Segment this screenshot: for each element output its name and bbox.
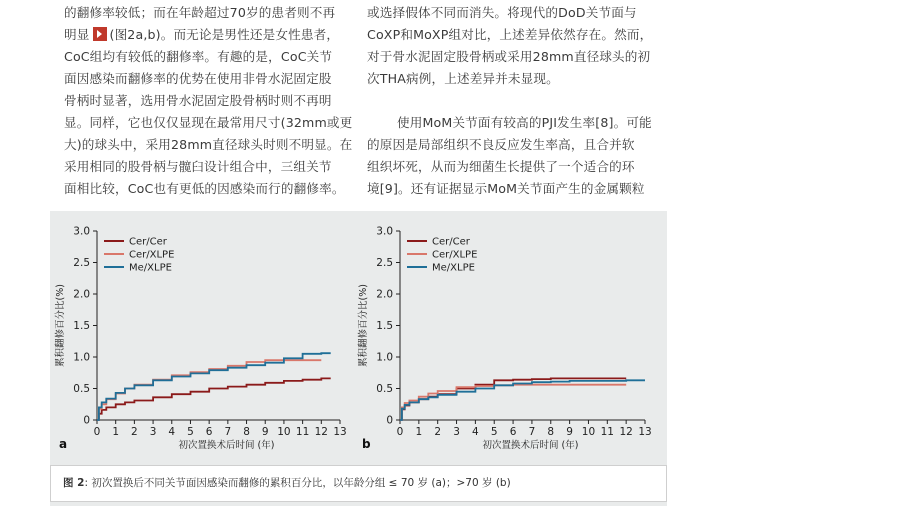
x-tick-label: 3 bbox=[149, 426, 157, 438]
x-tick-label: 12 bbox=[314, 426, 328, 438]
y-tick-label: 2.5 bbox=[73, 257, 90, 269]
text-line: 面相比较，CoC也有更低的因感染而行的翻修率。 bbox=[64, 181, 345, 196]
x-tick-label: 13 bbox=[638, 426, 652, 438]
x-tick-label: 0 bbox=[93, 426, 101, 438]
y-tick-label: 2.0 bbox=[376, 288, 393, 301]
legend-label: Cer/Cer bbox=[129, 236, 167, 248]
y-tick-label: 2.5 bbox=[376, 257, 393, 269]
series-line-cer-xlpe bbox=[400, 385, 626, 420]
x-tick-label: 11 bbox=[600, 426, 614, 438]
text-line: 使用MoM关节面有较高的PJI发生率[8]。可能 bbox=[397, 115, 652, 130]
y-tick-label: 1.5 bbox=[376, 320, 393, 332]
figure-caption-box bbox=[50, 465, 667, 502]
x-axis-label: 初次置换术后时间 (年) bbox=[482, 440, 579, 451]
x-tick-label: 9 bbox=[566, 426, 573, 438]
y-tick-label: 0 bbox=[83, 414, 90, 427]
x-tick-label: 6 bbox=[205, 426, 213, 438]
x-tick-label: 2 bbox=[434, 426, 442, 438]
x-tick-label: 4 bbox=[168, 426, 176, 438]
text-fragment: 明显 bbox=[64, 27, 90, 42]
y-tick-label: 1.0 bbox=[73, 351, 90, 364]
x-tick-label: 1 bbox=[415, 426, 423, 438]
x-tick-label: 5 bbox=[187, 426, 194, 438]
legend-label: Me/XLPE bbox=[432, 262, 475, 274]
caption-text: : 初次置换后不同关节面因感染而翻修的累积百分比，以年龄分组 ≤ 70 岁 (a)；>70 岁 (b) bbox=[84, 477, 511, 489]
y-axis-label: 累积翻修百分比(%) bbox=[55, 284, 66, 367]
text-line: 的翻修率较低；而在年龄超过70岁的患者则不再 bbox=[64, 5, 336, 20]
x-tick-label: 10 bbox=[581, 426, 596, 438]
y-tick-label: 2.0 bbox=[73, 288, 90, 301]
text-line: 次THA病例，上述差异并未显现。 bbox=[367, 71, 559, 86]
figure-charts bbox=[50, 211, 667, 506]
x-tick-label: 8 bbox=[547, 426, 555, 438]
x-tick-label: 12 bbox=[619, 426, 633, 438]
text-line: 骨柄时显著，选用骨水泥固定股骨柄时则不再明 bbox=[64, 93, 332, 108]
x-tick-label: 8 bbox=[243, 426, 250, 438]
legend-label: Me/XLPE bbox=[129, 262, 172, 274]
reference-arrow-icon[interactable] bbox=[93, 27, 107, 41]
x-tick-label: 0 bbox=[396, 426, 404, 438]
y-tick-label: 1.5 bbox=[73, 320, 90, 332]
text-line: 的原因是局部组织不良反应发生率高，且合并软 bbox=[367, 137, 635, 152]
y-tick-label: 0.5 bbox=[73, 383, 90, 395]
y-axis-label: 累积翻修百分比(%) bbox=[358, 284, 369, 367]
x-tick-label: 3 bbox=[453, 426, 460, 438]
x-tick-label: 7 bbox=[224, 426, 232, 438]
legend-label: Cer/Cer bbox=[432, 236, 470, 248]
figure-caption bbox=[63, 475, 511, 490]
text-line-with-ref bbox=[64, 24, 354, 46]
x-tick-label: 5 bbox=[490, 426, 498, 438]
series-line-me-xlpe bbox=[400, 380, 645, 420]
text-line: CoXP和MoXP组对比，上述差异依然存在。然而， bbox=[367, 27, 653, 42]
x-tick-label: 9 bbox=[261, 426, 269, 438]
y-tick-label: 0 bbox=[386, 414, 393, 427]
series-line-cer-cer bbox=[97, 378, 331, 420]
text-line: 对于骨水泥固定股骨柄或采用28mm直径球头的初 bbox=[367, 49, 651, 64]
panel-label: a bbox=[59, 437, 68, 451]
figure-panel bbox=[50, 211, 667, 506]
text-line: CoC组均有较低的翻修率。有趣的是，CoC关节 bbox=[64, 49, 333, 64]
legend-label: Cer/XLPE bbox=[432, 249, 478, 261]
legend-label: Cer/XLPE bbox=[129, 249, 175, 261]
y-tick-label: 1.0 bbox=[376, 351, 393, 364]
x-tick-label: 2 bbox=[131, 426, 138, 438]
text-line: 或选择假体不同而消失。将现代的DoD关节面与 bbox=[367, 5, 637, 20]
text-line: 组织坏死，从而为细菌生长提供了一个适合的环 bbox=[367, 159, 635, 174]
x-tick-label: 13 bbox=[333, 426, 347, 438]
x-tick-label: 1 bbox=[112, 426, 120, 438]
text-line: 面因感染而翻修率的优势在使用非骨水泥固定股 bbox=[64, 71, 332, 86]
x-tick-label: 7 bbox=[528, 426, 536, 438]
paragraph-gap bbox=[367, 90, 667, 112]
x-tick-label: 10 bbox=[277, 426, 291, 438]
text-column-right bbox=[367, 2, 667, 200]
y-tick-label: 3.0 bbox=[376, 225, 393, 238]
x-axis-label: 初次置换术后时间 (年) bbox=[178, 440, 275, 451]
y-tick-label: 0.5 bbox=[376, 383, 393, 395]
panel-label: b bbox=[362, 437, 371, 451]
text-line: 境[9]。还有证据显示MoM关节面产生的金属颗粒 bbox=[367, 181, 645, 196]
text-line: 大)的球头中，采用28mm直径球头时则不明显。在 bbox=[64, 137, 353, 152]
text-fragment: (图2a,b)。而无论是男性还是女性患者， bbox=[109, 27, 340, 42]
x-tick-label: 6 bbox=[509, 426, 517, 438]
series-line-me-xlpe bbox=[97, 353, 331, 420]
caption-label: 图 2 bbox=[63, 477, 85, 489]
text-column-left bbox=[64, 2, 354, 200]
text-line: 采用相同的股骨柄与髋臼设计组合中，三组关节 bbox=[64, 159, 332, 174]
x-tick-label: 11 bbox=[295, 426, 310, 438]
text-line: 显。同样，它也仅仅显现在最常用尺寸(32mm或更 bbox=[64, 115, 353, 130]
x-tick-label: 4 bbox=[472, 426, 479, 438]
y-tick-label: 3.0 bbox=[73, 225, 90, 238]
